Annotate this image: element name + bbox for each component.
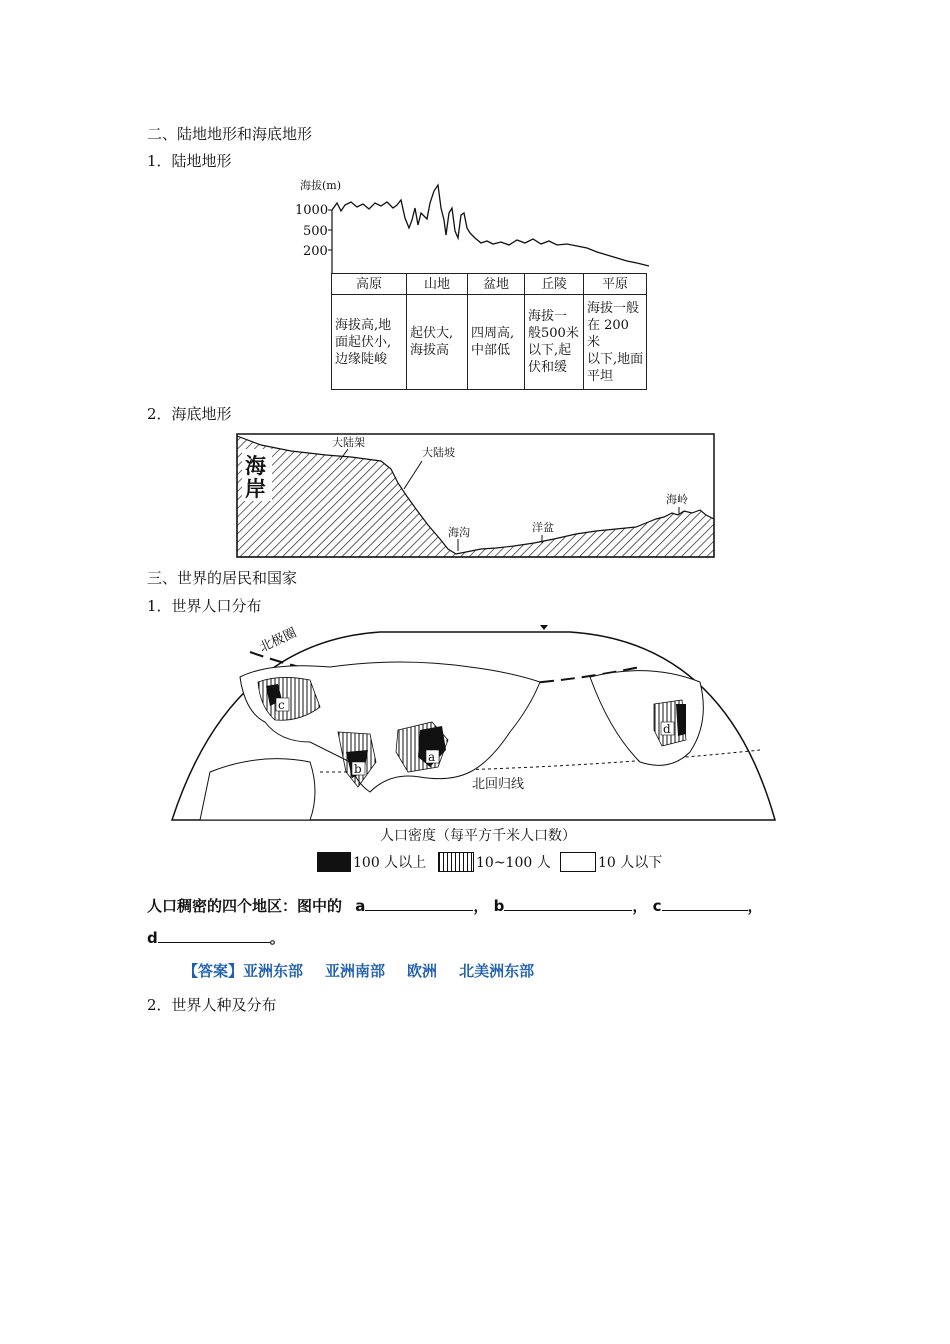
- section-2-title: 二、陆地地形和海底地形: [147, 125, 313, 143]
- region-d-label: d: [663, 722, 671, 736]
- question-line-2: d 。: [147, 929, 285, 947]
- landform-hills: 丘陵: [525, 274, 584, 295]
- landform-mountain: 山地: [407, 274, 468, 295]
- legend-title: 人口密度（每平方千米人口数）: [380, 828, 576, 844]
- question-b: b: [493, 897, 505, 915]
- landform-plain-desc: 海拔一般 在 200 米 以下,地面 平坦: [584, 295, 647, 390]
- question-prefix: 人口稠密的四个地区：图中的: [147, 897, 343, 915]
- arctic-circle-label: 北极圈: [257, 625, 300, 656]
- blank-a[interactable]: [365, 896, 473, 911]
- section-3-sub1: 1．世界人口分布: [147, 597, 262, 615]
- landform-table: [331, 273, 647, 390]
- landform-plateau-desc: 海拔高,地 面起伏小, 边缘陡峻: [332, 295, 407, 390]
- legend-low-swatch: [560, 852, 596, 872]
- legend-low-label: 10 人以下: [598, 855, 663, 871]
- population-map: [170, 622, 780, 824]
- question-a: a: [355, 897, 366, 915]
- land-profile-line: [332, 185, 649, 266]
- blank-d[interactable]: [158, 928, 270, 943]
- legend-medium-label: 10~100 人: [476, 855, 551, 871]
- label-ocean-basin: 洋盆: [532, 521, 554, 534]
- question-c: c: [652, 897, 662, 915]
- label-continental-slope: 大陆坡: [422, 446, 455, 459]
- label-continental-shelf: 大陆架: [332, 436, 365, 449]
- region-c-label: c: [278, 698, 285, 712]
- region-b-label: b: [354, 762, 362, 776]
- land-tick-200: 200: [303, 244, 328, 259]
- label-trench: 海沟: [448, 526, 470, 539]
- blank-c[interactable]: [662, 896, 748, 911]
- question-d: d: [147, 929, 158, 947]
- landform-basin-desc: 四周高, 中部低: [468, 295, 525, 390]
- section-2-sub2: 2．海底地形: [147, 405, 232, 423]
- landform-mountain-desc: 起伏大, 海拔高: [407, 295, 468, 390]
- legend-high-swatch: [317, 852, 351, 872]
- answer-item-2: 亚洲南部: [325, 962, 386, 980]
- land-tick-500: 500: [303, 224, 328, 239]
- land-profile-chart: [295, 173, 657, 275]
- tropic-label: 北回归线: [472, 777, 525, 792]
- land-tick-1000: 1000: [295, 203, 329, 218]
- coast-label-2: 岸: [245, 476, 266, 501]
- answer-line: [183, 961, 534, 981]
- land-profile-ylabel: 海拔(m): [300, 179, 342, 192]
- section-3-title: 三、世界的居民和国家: [147, 569, 298, 587]
- answer-item-1: 亚洲东部: [243, 962, 304, 980]
- seafloor-diagram: [236, 433, 716, 559]
- answer-item-4: 北美洲东部: [459, 962, 535, 980]
- legend-medium-swatch: [438, 852, 474, 872]
- question-line-1: 人口稠密的四个地区：图中的 a ， b ， c ，: [147, 897, 763, 915]
- landform-plain: 平原: [584, 274, 647, 295]
- answer-item-3: 欧洲: [407, 962, 438, 980]
- region-a-label: a: [428, 750, 436, 764]
- coast-label: 海: [245, 453, 266, 478]
- section-2-sub1: 1．陆地地形: [147, 152, 232, 170]
- landform-plateau: 高原: [332, 274, 407, 295]
- blank-b[interactable]: [504, 896, 632, 911]
- legend-high-label: 100 人以上: [353, 855, 427, 871]
- label-ocean-ridge: 海岭: [666, 493, 688, 506]
- answer-tag: 【答案】: [183, 962, 244, 980]
- landform-hills-desc: 海拔一 般500米 以下,起 伏和缓: [525, 295, 584, 390]
- section-3-sub2: 2．世界人种及分布: [147, 996, 277, 1014]
- landform-basin: 盆地: [468, 274, 525, 295]
